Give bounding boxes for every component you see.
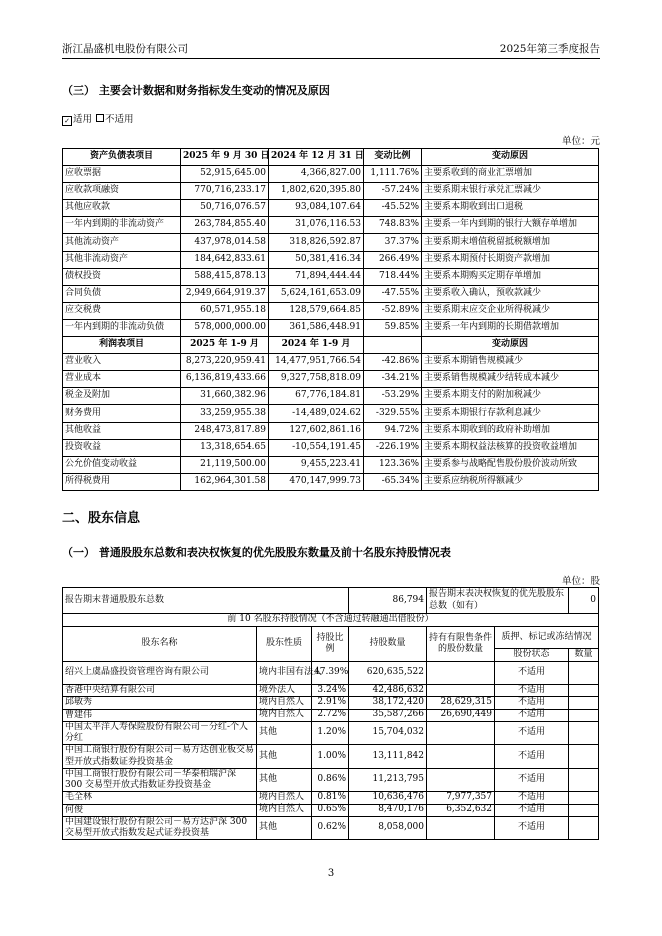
table-cell: 470,147,999.73 xyxy=(269,473,364,490)
table-cell: 中国工商银行股份有限公司－易方达创业板交易型开放式指数证券投资基金 xyxy=(63,745,257,769)
table-cell: 620,635,522 xyxy=(349,662,427,685)
table-cell: 主要系本期预付长期资产款增加 xyxy=(422,251,599,268)
table-cell: 一年内到期的非流动负债 xyxy=(63,319,181,336)
table-cell: 不适用 xyxy=(495,662,569,685)
table-cell: 不适用 xyxy=(495,745,569,769)
header-cell: 2024 年 1-9 月 xyxy=(269,337,364,354)
table-cell: -53.29% xyxy=(364,388,422,405)
table-row xyxy=(63,200,599,217)
table-cell xyxy=(427,721,495,745)
table-row xyxy=(63,183,599,200)
table-cell: 50,716,076.57 xyxy=(181,200,269,217)
table-cell: 所得税费用 xyxy=(63,473,181,490)
table-cell: 主要系收到的商业汇票增加 xyxy=(422,166,599,183)
table-cell: 21,119,500.00 xyxy=(181,456,269,473)
table-cell: 境内自然人 xyxy=(257,804,312,816)
table-cell: 何俊 xyxy=(63,804,257,816)
table-cell: 邱敏秀 xyxy=(63,697,257,709)
table-row xyxy=(63,422,599,439)
table-cell: 应收票据 xyxy=(63,166,181,183)
table-cell: 11,213,795 xyxy=(349,768,427,792)
table-cell: 588,415,878.13 xyxy=(181,268,269,285)
table-cell: 应交税费 xyxy=(63,302,181,319)
table-cell: 50,381,416.34 xyxy=(269,251,364,268)
table-cell xyxy=(569,709,599,721)
shareholder-row xyxy=(63,709,599,721)
not-applicable-label: 不适用 xyxy=(105,114,134,125)
table-cell: 主要系期末银行承兑汇票减少 xyxy=(422,183,599,200)
checked-box-icon: ✓ xyxy=(62,116,72,126)
table-row xyxy=(63,285,599,302)
table-cell: 主要系本期购买定期存单增加 xyxy=(422,268,599,285)
unchecked-box-icon xyxy=(96,114,104,122)
table-cell: 投资收益 xyxy=(63,439,181,456)
preferred-shareholders-label: 报告期末表决权恢复的优先股股东总数（如有） xyxy=(427,588,569,614)
table-row xyxy=(63,268,599,285)
table-cell: 26,690,449 xyxy=(427,709,495,721)
table-cell: 其他 xyxy=(257,768,312,792)
header-cell: 利润表项目 xyxy=(63,337,181,354)
table-cell: 0.86% xyxy=(312,768,349,792)
table-cell: 8,470,176 xyxy=(349,804,427,816)
table-cell: 2.72% xyxy=(312,709,349,721)
header-company: 浙江晶盛机电股份有限公司 xyxy=(62,43,188,55)
table-cell: 不适用 xyxy=(495,804,569,816)
table-cell xyxy=(569,685,599,697)
table-cell: 毛全林 xyxy=(63,792,257,804)
col-ratio: 持股比例 xyxy=(312,627,349,662)
table-cell: 2.91% xyxy=(312,697,349,709)
table-cell: 不适用 xyxy=(495,768,569,792)
table-row xyxy=(63,456,599,473)
section-title-shareholders: 二、股东信息 xyxy=(62,511,141,526)
table-cell: 38,172,420 xyxy=(349,697,427,709)
table-cell: 不适用 xyxy=(495,697,569,709)
table-cell: -65.34% xyxy=(364,473,422,490)
table-cell: 中国工商银行股份有限公司－华泰柏瑞沪深 300 交易型开放式指数证券投资基金 xyxy=(63,768,257,792)
table-cell xyxy=(427,685,495,697)
table-cell: -52.89% xyxy=(364,302,422,319)
table-cell: 60,571,955.18 xyxy=(181,302,269,319)
table-cell: 42,486,632 xyxy=(349,685,427,697)
table-cell: 0.65% xyxy=(312,804,349,816)
shareholder-row xyxy=(63,816,599,840)
table-cell: 748.83% xyxy=(364,217,422,234)
table-cell xyxy=(569,792,599,804)
table-cell: 主要系本期销售规模减少 xyxy=(422,354,599,371)
table-cell: 9,327,758,818.09 xyxy=(269,371,364,388)
table-cell: 营业成本 xyxy=(63,371,181,388)
unit-yuan: 单位：元 xyxy=(561,136,600,147)
table-cell: -47.55% xyxy=(364,285,422,302)
table-cell: -14,489,024.62 xyxy=(269,405,364,422)
shareholder-table xyxy=(62,587,599,840)
table-cell: 184,642,833.61 xyxy=(181,251,269,268)
table-cell: 13,318,654.65 xyxy=(181,439,269,456)
table-cell xyxy=(569,816,599,840)
table-cell xyxy=(427,745,495,769)
table-cell: 其他 xyxy=(257,816,312,840)
table-cell: -10,554,191.45 xyxy=(269,439,364,456)
table-cell: 香港中央结算有限公司 xyxy=(63,685,257,697)
table-cell: 其他 xyxy=(257,745,312,769)
table-cell: 一年内到期的非流动资产 xyxy=(63,217,181,234)
shareholder-row xyxy=(63,721,599,745)
table-cell: 应收款项融资 xyxy=(63,183,181,200)
table-cell: 263,784,855.40 xyxy=(181,217,269,234)
shareholder-row xyxy=(63,685,599,697)
table-header-row xyxy=(63,149,599,166)
table-row xyxy=(63,371,599,388)
table-row xyxy=(63,217,599,234)
table-cell: 曹建伟 xyxy=(63,709,257,721)
preferred-shareholders-value: 0 xyxy=(569,588,599,614)
col-name: 股东名称 xyxy=(63,627,257,662)
table-cell: 59.85% xyxy=(364,319,422,336)
page-number: 3 xyxy=(327,868,335,879)
table-cell: 437,978,014.58 xyxy=(181,234,269,251)
table-cell: 93,084,107.64 xyxy=(269,200,364,217)
applicable-label: 适用 xyxy=(73,114,93,125)
header-cell: 2025 年 9 月 30 日 xyxy=(181,149,269,166)
table-cell: 127,602,861.16 xyxy=(269,422,364,439)
table-cell: 718.44% xyxy=(364,268,422,285)
table-cell: 4,366,827.00 xyxy=(269,166,364,183)
table-cell: -57.24% xyxy=(364,183,422,200)
table-cell: 52,915,645.00 xyxy=(181,166,269,183)
table-cell: 9,455,223.41 xyxy=(269,456,364,473)
table-cell: 中国太平洋人寿保险股份有限公司－分红-个人分红 xyxy=(63,721,257,745)
shareholder-row xyxy=(63,697,599,709)
table-cell: -45.52% xyxy=(364,200,422,217)
table-cell: 中国建设银行股份有限公司－易方达沪深 300 交易型开放式指数发起式证券投资基 xyxy=(63,816,257,840)
table-cell: 境外法人 xyxy=(257,685,312,697)
table-cell: 0.62% xyxy=(312,816,349,840)
table-row xyxy=(63,302,599,319)
table-cell: 28,629,315 xyxy=(427,697,495,709)
table-cell: 主要系本期收到出口退税 xyxy=(422,200,599,217)
shareholder-row xyxy=(63,662,599,685)
table-cell: 14,477,951,766.54 xyxy=(269,354,364,371)
header-divider xyxy=(62,58,600,59)
top10-title: 前 10 名股东持股情况（不含通过转融通出借股份） xyxy=(63,614,599,627)
table-cell: 8,273,220,959.41 xyxy=(181,354,269,371)
table-cell: 税金及附加 xyxy=(63,388,181,405)
col-qty: 持股数量 xyxy=(349,627,427,662)
table-cell: 6,352,632 xyxy=(427,804,495,816)
header-cell xyxy=(364,337,422,354)
financial-changes-table xyxy=(62,148,599,491)
table-cell: 578,000,000.00 xyxy=(181,319,269,336)
table-cell: 主要系本期银行存款利息减少 xyxy=(422,405,599,422)
table-cell: 主要系一年内到期的银行大额存单增加 xyxy=(422,217,599,234)
table-cell: 其他 xyxy=(257,721,312,745)
table-cell: 3.24% xyxy=(312,685,349,697)
table-cell: 47.39% xyxy=(312,662,349,685)
table-cell: 128,579,664.85 xyxy=(269,302,364,319)
table-cell: 361,586,448.91 xyxy=(269,319,364,336)
table-cell: 境内自然人 xyxy=(257,792,312,804)
table-cell: 其他收益 xyxy=(63,422,181,439)
table-cell: 不适用 xyxy=(495,721,569,745)
col-amount: 数量 xyxy=(569,649,599,662)
table-cell: 248,473,817.89 xyxy=(181,422,269,439)
table-cell: 162,964,301.58 xyxy=(181,473,269,490)
table-cell: 主要系期末增值税留抵税额增加 xyxy=(422,234,599,251)
table-cell: 33,259,955.38 xyxy=(181,405,269,422)
table-cell: 94.72% xyxy=(364,422,422,439)
table-cell: 1,802,620,395.80 xyxy=(269,183,364,200)
col-status: 股份状态 xyxy=(495,649,569,662)
header-cell: 变动比例 xyxy=(364,149,422,166)
table-cell: 0.81% xyxy=(312,792,349,804)
table-cell: 8,058,000 xyxy=(349,816,427,840)
table-cell: 不适用 xyxy=(495,816,569,840)
table-cell xyxy=(427,662,495,685)
table-cell: 境内非国有法人 xyxy=(257,662,312,685)
table-cell: 1.20% xyxy=(312,721,349,745)
table-cell: 其他应收款 xyxy=(63,200,181,217)
table-cell xyxy=(569,768,599,792)
header-cell: 变动原因 xyxy=(422,149,599,166)
table-cell xyxy=(427,816,495,840)
applicability xyxy=(62,111,134,126)
table-cell: 15,704,032 xyxy=(349,721,427,745)
table-cell: 123.36% xyxy=(364,456,422,473)
table-cell: -329.55% xyxy=(364,405,422,422)
table-cell: 主要系应纳税所得额减少 xyxy=(422,473,599,490)
table-header-row xyxy=(63,337,599,354)
table-cell: 主要系期末应交企业所得税减少 xyxy=(422,302,599,319)
table-cell: 31,076,116.53 xyxy=(269,217,364,234)
table-cell xyxy=(569,697,599,709)
section-title-changes: （三） 主要会计数据和财务指标发生变动的情况及原因 xyxy=(62,84,330,97)
table-cell xyxy=(569,662,599,685)
table-cell: 1.00% xyxy=(312,745,349,769)
table-cell xyxy=(569,745,599,769)
table-cell: -226.19% xyxy=(364,439,422,456)
table-cell: 266.49% xyxy=(364,251,422,268)
table-cell: 其他非流动资产 xyxy=(63,251,181,268)
table-cell: 公允价值变动收益 xyxy=(63,456,181,473)
table-row xyxy=(63,439,599,456)
table-cell: 67,776,184.81 xyxy=(269,388,364,405)
table-cell: 其他流动资产 xyxy=(63,234,181,251)
table-cell: 合同负债 xyxy=(63,285,181,302)
table-cell: 主要系本期支付的附加税减少 xyxy=(422,388,599,405)
table-cell: 318,826,592.87 xyxy=(269,234,364,251)
header-cell: 变动原因 xyxy=(422,337,599,354)
table-cell: 71,894,444.44 xyxy=(269,268,364,285)
table-cell: 37.37% xyxy=(364,234,422,251)
table-cell: 债权投资 xyxy=(63,268,181,285)
header-report: 2025年第三季度报告 xyxy=(499,43,600,55)
col-restricted: 持有有限售条件的股份数量 xyxy=(427,627,495,662)
table-cell: 2,949,664,919.37 xyxy=(181,285,269,302)
table-cell: 境内自然人 xyxy=(257,709,312,721)
table-cell xyxy=(569,804,599,816)
table-row xyxy=(63,473,599,490)
table-cell: 13,111,842 xyxy=(349,745,427,769)
col-nature: 股东性质 xyxy=(257,627,312,662)
table-cell: 不适用 xyxy=(495,792,569,804)
table-row xyxy=(63,251,599,268)
header-cell: 资产负债表项目 xyxy=(63,149,181,166)
table-cell: -34.21% xyxy=(364,371,422,388)
table-cell: 10,636,476 xyxy=(349,792,427,804)
table-cell: -42.86% xyxy=(364,354,422,371)
table-row xyxy=(63,405,599,422)
table-cell xyxy=(569,721,599,745)
shareholder-row xyxy=(63,745,599,769)
table-row xyxy=(63,166,599,183)
header-cell: 2024 年 12 月 31 日 xyxy=(269,149,364,166)
table-cell: 主要系收入确认，预收款减少 xyxy=(422,285,599,302)
table-cell: 不适用 xyxy=(495,685,569,697)
shareholder-row xyxy=(63,804,599,816)
table-cell: 31,660,382.96 xyxy=(181,388,269,405)
table-row xyxy=(63,354,599,371)
table-cell: 主要系参与战略配售股份股价波动所致 xyxy=(422,456,599,473)
table-cell: 境内自然人 xyxy=(257,697,312,709)
shareholder-row xyxy=(63,792,599,804)
table-row xyxy=(63,319,599,336)
table-cell: 绍兴上虞晶盛投资管理咨询有限公司 xyxy=(63,662,257,685)
table-cell xyxy=(427,768,495,792)
table-cell: 主要系本期收到的政府补助增加 xyxy=(422,422,599,439)
table-cell: 770,716,233.17 xyxy=(181,183,269,200)
table-cell: 不适用 xyxy=(495,709,569,721)
header-cell: 2025 年 1-9 月 xyxy=(181,337,269,354)
table-cell: 6,136,819,433.66 xyxy=(181,371,269,388)
table-cell: 35,587,266 xyxy=(349,709,427,721)
table-cell: 主要系本期权益法核算的投资收益增加 xyxy=(422,439,599,456)
table-cell: 1,111.76% xyxy=(364,166,422,183)
section-title-top10: （一） 普通股股东总数和表决权恢复的优先股股东数量及前十名股东持股情况表 xyxy=(62,546,451,559)
col-pledge: 质押、标记或冻结情况 xyxy=(495,627,599,649)
table-cell: 主要系销售规模减少结转成本减少 xyxy=(422,371,599,388)
table-row xyxy=(63,234,599,251)
table-cell: 财务费用 xyxy=(63,405,181,422)
table-cell: 主要系一年内到期的长期借款增加 xyxy=(422,319,599,336)
table-cell: 营业收入 xyxy=(63,354,181,371)
total-shareholders-label: 报告期末普通股股东总数 xyxy=(63,588,349,614)
table-cell: 5,624,161,653.09 xyxy=(269,285,364,302)
total-shareholders-value: 86,794 xyxy=(349,588,427,614)
unit-shares: 单位：股 xyxy=(561,576,600,587)
shareholder-row xyxy=(63,768,599,792)
table-cell: 7,977,357 xyxy=(427,792,495,804)
table-row xyxy=(63,388,599,405)
